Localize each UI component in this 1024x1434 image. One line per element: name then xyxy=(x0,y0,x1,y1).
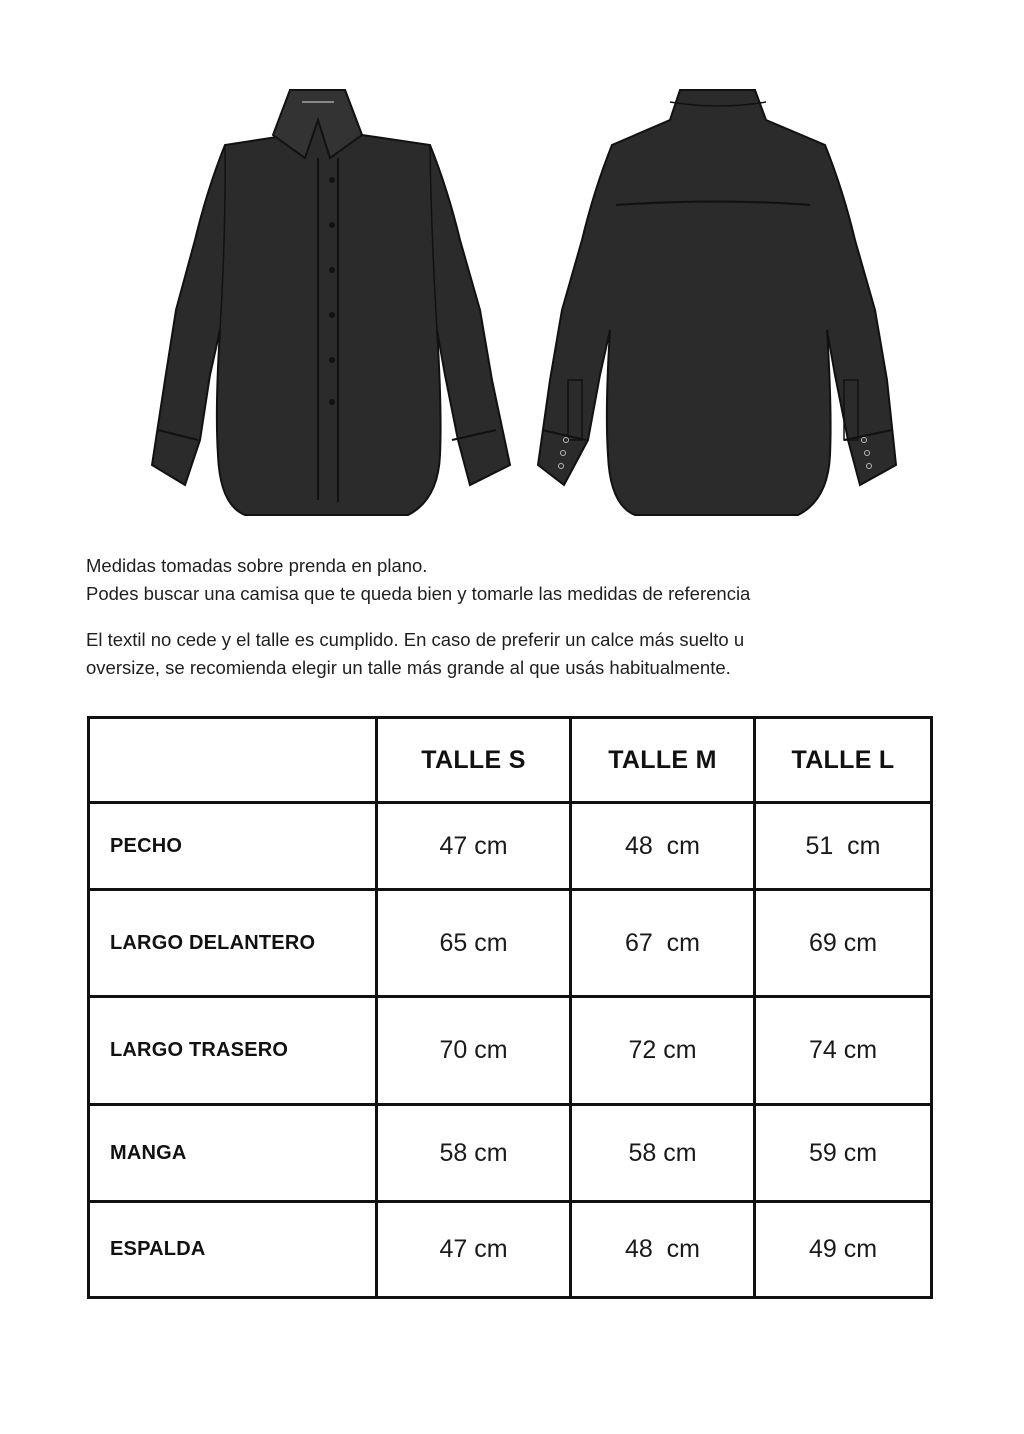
value-m: 48 cm xyxy=(571,1202,755,1298)
value-m: 58 cm xyxy=(571,1105,755,1202)
size-chart-table xyxy=(87,716,933,1299)
header-talle-s: TALLE S xyxy=(377,718,571,803)
value-s: 58 cm xyxy=(377,1105,571,1202)
table-row-pecho xyxy=(89,803,932,890)
value-l: 49 cm xyxy=(755,1202,932,1298)
row-label: LARGO DELANTERO xyxy=(89,890,377,997)
value-l: 74 cm xyxy=(755,997,932,1105)
value-s: 70 cm xyxy=(377,997,571,1105)
table-row-largo-trasero xyxy=(89,997,932,1105)
value-s: 65 cm xyxy=(377,890,571,997)
header-empty-cell xyxy=(89,718,377,803)
table-header-row xyxy=(89,718,932,803)
table-row-espalda xyxy=(89,1202,932,1298)
row-label: MANGA xyxy=(89,1105,377,1202)
shirt-illustration xyxy=(140,80,910,530)
table-row-manga xyxy=(89,1105,932,1202)
value-s: 47 cm xyxy=(377,803,571,890)
header-talle-l: TALLE L xyxy=(755,718,932,803)
note-line-3: El textil no cede y el talle es cumplido. En caso de preferir un calce más suelto u xyxy=(86,629,745,650)
table-row-largo-delantero xyxy=(89,890,932,997)
value-m: 67 cm xyxy=(571,890,755,997)
shirt-front-icon xyxy=(152,90,510,515)
value-m: 48 cm xyxy=(571,803,755,890)
row-label: PECHO xyxy=(89,803,377,890)
value-l: 51 cm xyxy=(755,803,932,890)
value-l: 59 cm xyxy=(755,1105,932,1202)
shirt-back-icon xyxy=(538,90,896,515)
header-talle-m: TALLE M xyxy=(571,718,755,803)
value-s: 47 cm xyxy=(377,1202,571,1298)
row-label: ESPALDA xyxy=(89,1202,377,1298)
row-label: LARGO TRASERO xyxy=(89,997,377,1105)
note-line-1: Medidas tomadas sobre prenda en plano. xyxy=(86,555,428,576)
measurement-notes xyxy=(86,552,946,682)
value-m: 72 cm xyxy=(571,997,755,1105)
value-l: 69 cm xyxy=(755,890,932,997)
note-line-4: oversize, se recomienda elegir un talle más grande al que usás habitualmente. xyxy=(86,657,731,678)
note-line-2: Podes buscar una camisa que te queda bien y tomarle las medidas de referencia xyxy=(86,583,751,604)
